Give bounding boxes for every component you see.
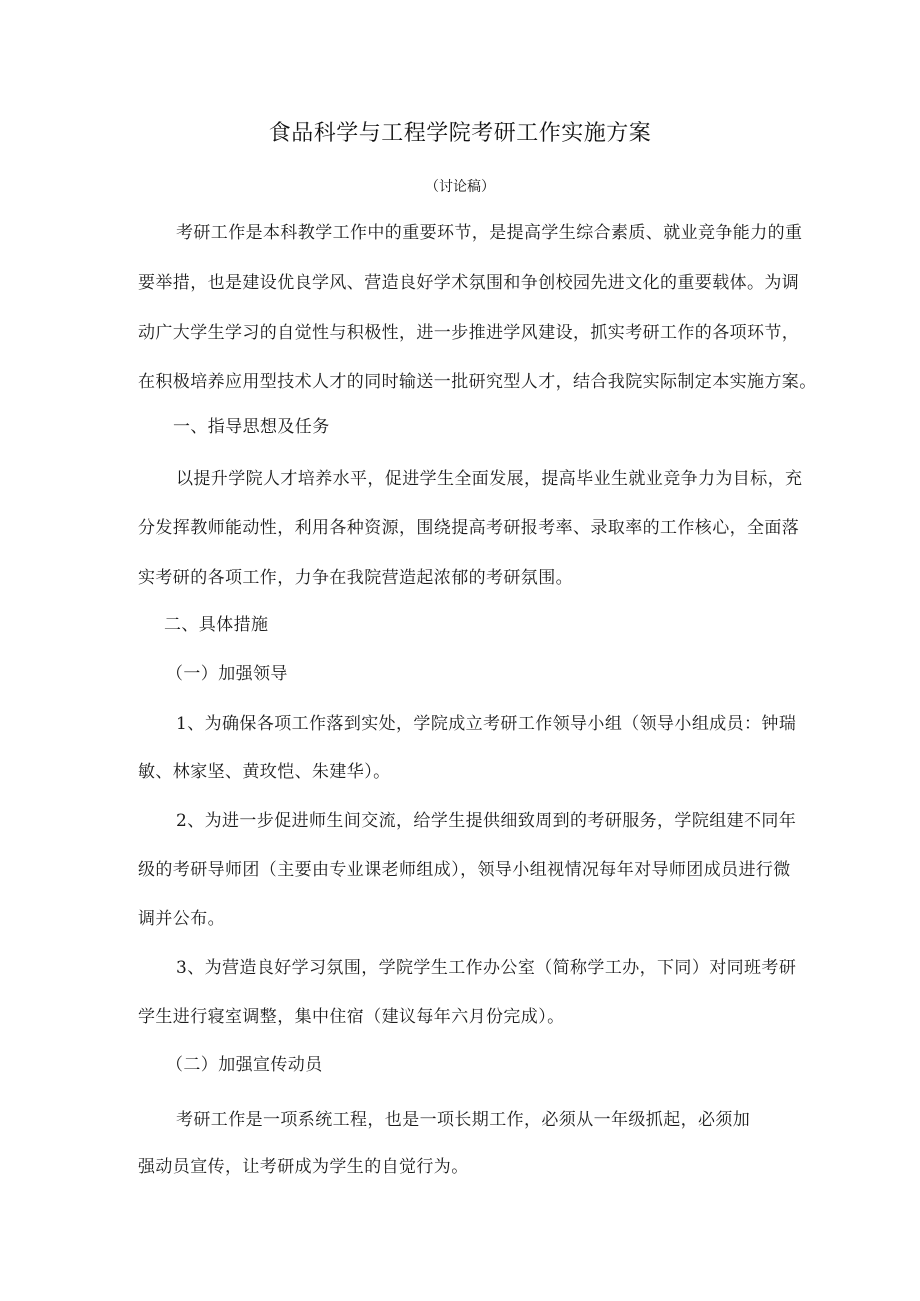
subsection-heading: （二）加强宣传动员	[166, 1055, 323, 1075]
list-item-line: 学生进行寝室调整，集中住宿（建议每年六月份完成）。	[138, 1007, 565, 1027]
intro-line: 要举措，也是建设优良学风、营造良好学术氛围和争创校园先进文化的重要载体。为调	[138, 273, 800, 293]
list-item-line: 2、为进一步促进师生间交流，给学生提供细致周到的考研服务，学院组建不同年	[176, 811, 797, 831]
intro-line: 在积极培养应用型技术人才的同时输送一批研究型人才，结合我院实际制定本实施方案。	[138, 372, 817, 392]
list-item-line: 1、为确保各项工作落到实处，学院成立考研工作领导小组（领导小组成员：钟瑞	[176, 714, 797, 734]
list-item-line: 级的考研导师团（主要由专业课老师组成），领导小组视情况每年对导师团成员进行微	[138, 860, 791, 880]
list-item-line: 3、为营造良好学习氛围，学院学生工作办公室（简称学工办，下同）对同班考研	[176, 958, 797, 978]
intro-line: 动广大学生学习的自觉性与积极性，进一步推进学风建设，抓实考研工作的各项环节，	[138, 323, 800, 343]
intro-line: 考研工作是本科教学工作中的重要环节，是提高学生综合素质、就业竞争能力的重	[176, 223, 803, 243]
subsection-heading: （一）加强领导	[166, 664, 288, 684]
document-title: 食品科学与工程学院考研工作实施方案	[268, 121, 652, 146]
paragraph-line: 考研工作是一项系统工程，也是一项长期工作，必须从一年级抓起，必须加	[176, 1110, 751, 1130]
section-line: 分发挥教师能动性，利用各种资源，围绕提高考研报考率、录取率的工作核心，全面落	[138, 518, 800, 538]
section-line: 以提升学院人才培养水平，促进学生全面发展，提高毕业生就业竞争力为目标，充	[176, 469, 803, 489]
paragraph-line: 强动员宣传，让考研成为学生的自觉行为。	[138, 1157, 469, 1177]
list-item-line: 敏、林家坚、黄玫恺、朱建华）。	[138, 762, 391, 782]
section-line: 实考研的各项工作，力争在我院营造起浓郁的考研氛围。	[138, 568, 573, 588]
list-item-line: 调并公布。	[138, 909, 225, 929]
document-subtitle: （讨论稿）	[425, 179, 495, 195]
section-heading: 二、具体措施	[164, 615, 269, 635]
section-heading: 一、指导思想及任务	[173, 417, 330, 437]
